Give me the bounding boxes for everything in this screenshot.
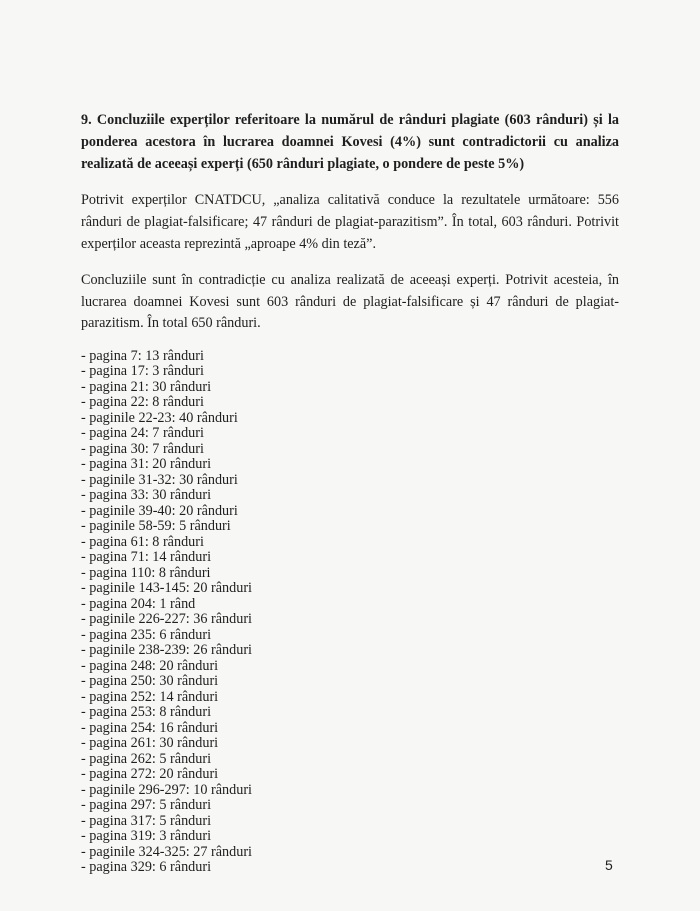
list-item: - pagina 254: 16 rânduri [81, 719, 219, 736]
list-item: - pagina 272: 20 rânduri [81, 766, 219, 783]
page-content [81, 110, 619, 876]
list-item: - paginile 39-40: 20 rânduri [81, 502, 238, 519]
list-item: - pagina 253: 8 rânduri [81, 704, 212, 721]
list-item: - pagina 261: 30 rânduri [81, 735, 219, 752]
list-item: - pagina 262: 5 rânduri [81, 750, 212, 767]
list-item: - paginile 58-59: 5 rânduri [81, 518, 231, 535]
list-item: - pagina 24: 7 rânduri [81, 425, 204, 442]
list-item: - pagina 204: 1 rând [81, 595, 196, 612]
plagiarized-pages-list [81, 349, 619, 876]
list-item: - pagina 31: 20 rânduri [81, 456, 212, 473]
paragraph-contradiction: Concluziile sunt în contradicție cu analiza realizată de aceeași experți. Potrivit acesteia, în lucrarea doamnei Kovesi sunt 603 rânduri de plagiat-falsificare și 47 rânduri de plagiat-parazitism. În total 650 rânduri. [81, 272, 619, 332]
list-item: - pagina 21: 30 rânduri [81, 378, 212, 395]
list-item: - paginile 31-32: 30 rânduri [81, 471, 238, 488]
list-item: - pagina 17: 3 rânduri [81, 363, 204, 380]
list-item: - pagina 22: 8 rânduri [81, 394, 204, 411]
paragraph-cnatdcu-experts: Potrivit experților CNATDCU, „analiza calitativă conduce la rezultatele următoare: 556 rânduri de plagiat-falsificare; 47 rânduri de plagiat-parazitism”. În total, 603 rânduri. Potrivit experților aceasta reprezintă „aproape 4% din teză”. [81, 192, 619, 252]
list-item: - paginile 22-23: 40 rânduri [81, 409, 238, 426]
list-item: - pagina 317: 5 rânduri [81, 812, 212, 829]
list-item: - paginile 143-145: 20 rânduri [81, 580, 252, 597]
list-item: - pagina 71: 14 rânduri [81, 549, 212, 566]
list-item: - paginile 324-325: 27 rânduri [81, 843, 252, 860]
list-item: - pagina 250: 30 rânduri [81, 673, 219, 690]
list-item: - pagina 7: 13 rânduri [81, 347, 204, 364]
list-item: - pagina 235: 6 rânduri [81, 626, 212, 643]
list-item: - paginile 238-239: 26 rânduri [81, 642, 252, 659]
list-item: - paginile 226-227: 36 rânduri [81, 611, 252, 628]
list-item: - pagina 110: 8 rânduri [81, 564, 211, 581]
section-heading: 9. Concluziile experților referitoare la numărul de rânduri plagiate (603 rânduri) și la ponderea acestora în lucrarea doamnei Kovesi (4%) sunt contradictorii cu analiza realizată de aceeași experți (650 rânduri plagiate, o pondere de peste 5%) [81, 112, 619, 172]
list-item: - paginile 296-297: 10 rânduri [81, 781, 252, 798]
list-item: - pagina 30: 7 rânduri [81, 440, 204, 457]
list-item: - pagina 248: 20 rânduri [81, 657, 219, 674]
list-item: - pagina 319: 3 rânduri [81, 828, 212, 845]
list-item: - pagina 33: 30 rânduri [81, 487, 212, 504]
list-item: - pagina 61: 8 rânduri [81, 533, 204, 550]
page-number: 5 [605, 857, 613, 873]
list-item: - pagina 329: 6 rânduri [81, 859, 212, 876]
list-item: - pagina 297: 5 rânduri [81, 797, 212, 814]
list-item: - pagina 252: 14 rânduri [81, 688, 219, 705]
